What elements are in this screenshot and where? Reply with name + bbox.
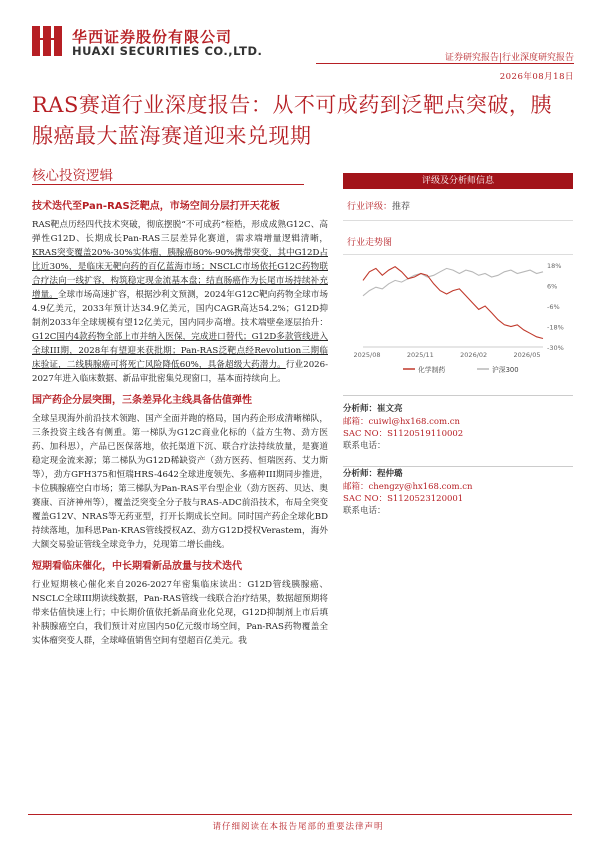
y-tick-label: -6% xyxy=(547,303,560,311)
analyst-name-value: 程仲璐 xyxy=(377,469,403,479)
subsection-heading-2: 国产药企分层突围，三条差异化主线具备估值弹性 xyxy=(32,395,252,406)
footer-divider xyxy=(28,814,572,815)
subsection-body-2 xyxy=(32,412,328,552)
legend-label: 沪深300 xyxy=(492,366,519,374)
series-line xyxy=(363,267,543,339)
main-content xyxy=(32,200,328,656)
legal-notice: 请仔细阅读在本报告尾部的重要法律声明 xyxy=(212,822,384,832)
subsection-body-1 xyxy=(32,218,328,386)
legend-label: 化学制药 xyxy=(418,366,446,374)
trend-chart xyxy=(343,259,573,387)
underlined-text: G12C国内4款药物全部上市并纳入医保，完成进口替代；G12D多款管线进入全球III期，2028年有望迎来获批期；Pan-RAS泛靶点经Revolution三期临床验证，二线胰腺癌可将死亡风险降低60%，具备超级大药潜力。 xyxy=(32,332,328,370)
page-header xyxy=(0,0,596,84)
x-tick-label: 2026/05 xyxy=(513,351,541,359)
y-tick-label: -30% xyxy=(547,344,564,352)
y-tick-label: 18% xyxy=(547,262,562,270)
rating-label: 行业评级： xyxy=(347,202,393,212)
industry-rating xyxy=(343,189,573,221)
x-tick-label: 2026/02 xyxy=(460,351,488,359)
trend-chart-title: 行业走势图 xyxy=(343,221,573,255)
rating-value: 推荐 xyxy=(392,202,411,212)
section-divider xyxy=(32,184,304,185)
y-tick-label: -18% xyxy=(547,323,564,332)
body-text: 全球市场高速扩容，根据沙利文预测，2024年G12C靶向药物全球市场4.9亿美元，2033年预计达34.9亿美元，国内CAGR高达54.2%；G12D抑制剂2033年全球规模有望12亿美元，国内同步高增。技术端壁垒逐层抬升： xyxy=(32,290,328,328)
y-tick-label: 6% xyxy=(547,282,558,291)
body-text: 全球呈现海外前沿技术领跑、国产全面并跑的格局，国内药企形成清晰梯队，三条投资主线各有侧重。第一梯队为G12C商业化标的（益方生物、劲方医药、加科思），产品已医保落地，依托渠道下沉、联合疗法持续放量，是赛道稳定现金流来源；第二梯队为G12D稀缺资产（劲方医药、恒瑞医药、艾力斯等），劲方GFH375和恒瑞HRS-4642全球进度领先、多癌种III期同步推进，卡位胰腺癌空白市场；第三梯队为Pan-RAS平台型企业（劲方医药、贝达、奥赛康、百济神州等），覆盖泛突变全分子肢与RAS-ADC前沿技术，布局全突变覆盖G12V、NRAS等无药亚型，打开长期成长空间。同时国产药企全球化BD持续落地，加科思Pan-KRAS管线授权AZ、劲方G12D授权Verastem，海外大额交易验证管线全球竞争力，兑现第二增长曲线。 xyxy=(32,414,328,550)
report-date: 2026年08月18日 xyxy=(499,72,574,82)
body-text: 行业2026-2027年进入临床数据、新品审批密集兑现窗口，基本面持续向上。 xyxy=(32,360,328,384)
analyst-email[interactable]: 邮箱：chengzy@hx168.com.cn xyxy=(343,482,473,492)
report-category: 证券研究报告|行业深度研究报告 xyxy=(444,53,574,63)
underlined-text: KRAS突变覆盖20%-30%实体瘤，胰腺癌80%-90%携带突变，其中G12D占比近30%，是临床无靶向药的百亿蓝海市场；NSCLC市场依托G12C药物联合疗法向一线扩容，构筑稳定现金流基本盘；结直肠癌作为长尾市场持续补充增量。 xyxy=(32,248,328,300)
subsection-body-3 xyxy=(32,578,328,648)
huaxi-logo-icon xyxy=(32,26,62,56)
analyst-phone: 联系电话： xyxy=(343,441,386,451)
analyst-label: 分析师： xyxy=(343,469,378,479)
subsection-heading-3: 短期看临床催化，中长期看新品放量与技术迭代 xyxy=(32,561,242,572)
subsection-heading-1: 技术迭代至Pan-RAS泛靶点，市场空间分层打开天花板 xyxy=(32,201,280,212)
analyst-block-1 xyxy=(343,395,573,452)
rating-header: 评级及分析师信息 xyxy=(343,173,573,189)
analyst-email[interactable]: 邮箱：cuiwl@hx168.com.cn xyxy=(343,417,461,427)
section-title: 核心投资逻辑 xyxy=(32,168,113,184)
analyst-sac: SAC NO：S1120519110002 xyxy=(343,429,464,439)
body-text: 行业短期核心催化来自2026-2027年密集临床读出：G12D管线胰腺癌、NSCLC全球III期读线数据，Pan-RAS管线一线联合治疗结果，数据超预期将带来估值快速上行；中长期价值依托新品商业化兑现，G12D抑制剂上市后填补胰腺癌空白，我们预计对应国内50亿元级市场空间，Pan-RAS药物覆盖全实体瘤突变人群，全球峰值销售空间有望超百亿美元。我 xyxy=(32,580,328,646)
analyst-name xyxy=(343,402,573,414)
report-title: RAS赛道行业深度报告：从不可成药到泛靶点突破，胰腺癌最大蓝海赛道迎来兑现期 xyxy=(32,93,552,148)
body-text: RAS靶点历经四代技术突破，彻底摆脱“不可成药”桎梏，形成成熟G12C、高弹性G12D、长期成长Pan-RAS三层差异化赛道，需求端增量逻辑清晰， xyxy=(32,220,328,244)
company-name-cn: 华西证券股份有限公司 xyxy=(72,28,233,46)
analyst-name-value: 崔文亮 xyxy=(377,404,403,414)
header-divider xyxy=(316,63,574,64)
sidebar xyxy=(343,173,573,517)
company-name-en: HUAXI SECURITIES CO.,LTD. xyxy=(72,44,263,58)
trend-chart-svg xyxy=(343,259,573,387)
analyst-sac: SAC NO：S1120523120001 xyxy=(343,494,464,504)
analyst-block-2 xyxy=(343,466,573,517)
x-tick-label: 2025/11 xyxy=(406,351,434,359)
analyst-label: 分析师： xyxy=(343,404,378,414)
series-line xyxy=(363,268,543,295)
x-tick-label: 2025/08 xyxy=(353,351,381,359)
analyst-name xyxy=(343,467,573,479)
analyst-phone: 联系电话： xyxy=(343,506,386,516)
